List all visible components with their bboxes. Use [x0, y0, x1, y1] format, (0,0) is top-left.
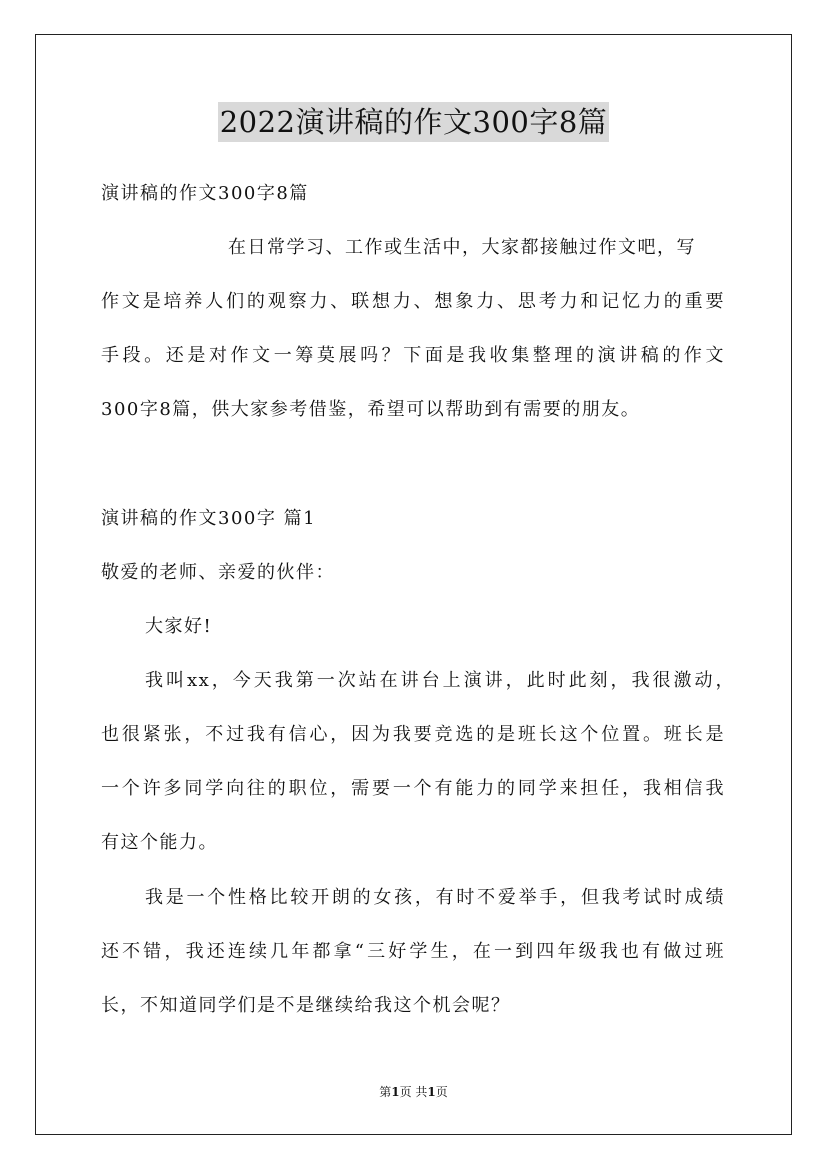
footer-page-middle: 页 共	[399, 1085, 428, 1099]
page-footer	[0, 1084, 827, 1100]
paragraph-line: 有这个能力。	[101, 832, 218, 853]
title-container	[0, 102, 827, 142]
footer-page-suffix: 页	[435, 1085, 448, 1099]
paragraph-line: 我叫xx，今天我第一次站在讲台上演讲，此时此刻，我很激动，	[145, 670, 735, 691]
document-subtitle: 演讲稿的作文300字8篇	[101, 183, 309, 204]
footer-page-total: 1	[427, 1085, 436, 1099]
intro-line: 手段。还是对作文一筹莫展吗？下面是我收集整理的演讲稿的作文	[101, 345, 725, 366]
paragraph-line: 一个许多同学向往的职位，需要一个有能力的同学来担任，我相信我	[101, 778, 725, 799]
footer-page-number: 1	[391, 1085, 400, 1099]
paragraph-line: 还不错，我还连续几年都拿“三好学生，在一到四年级我也有做过班	[101, 941, 725, 962]
greeting: 大家好!	[145, 616, 213, 637]
paragraph-line: 也很紧张，不过我有信心，因为我要竞选的是班长这个位置。班长是	[101, 724, 725, 745]
footer-page-prefix: 第	[379, 1085, 392, 1099]
salutation: 敬爱的老师、亲爱的伙伴：	[101, 562, 335, 583]
intro-line: 在日常学习、工作或生活中，大家都接触过作文吧，写	[228, 237, 696, 258]
intro-line: 300字8篇，供大家参考借鉴，希望可以帮助到有需要的朋友。	[101, 399, 641, 420]
section-heading: 演讲稿的作文300字 篇1	[101, 508, 317, 529]
paragraph-line: 我是一个性格比较开朗的女孩，有时不爱举手，但我考试时成绩	[145, 887, 725, 908]
intro-line: 作文是培养人们的观察力、联想力、想象力、思考力和记忆力的重要	[101, 291, 725, 312]
paragraph-line: 长，不知道同学们是不是继续给我这个机会呢？	[101, 995, 511, 1016]
document-title: 2022演讲稿的作文300字8篇	[218, 102, 610, 142]
